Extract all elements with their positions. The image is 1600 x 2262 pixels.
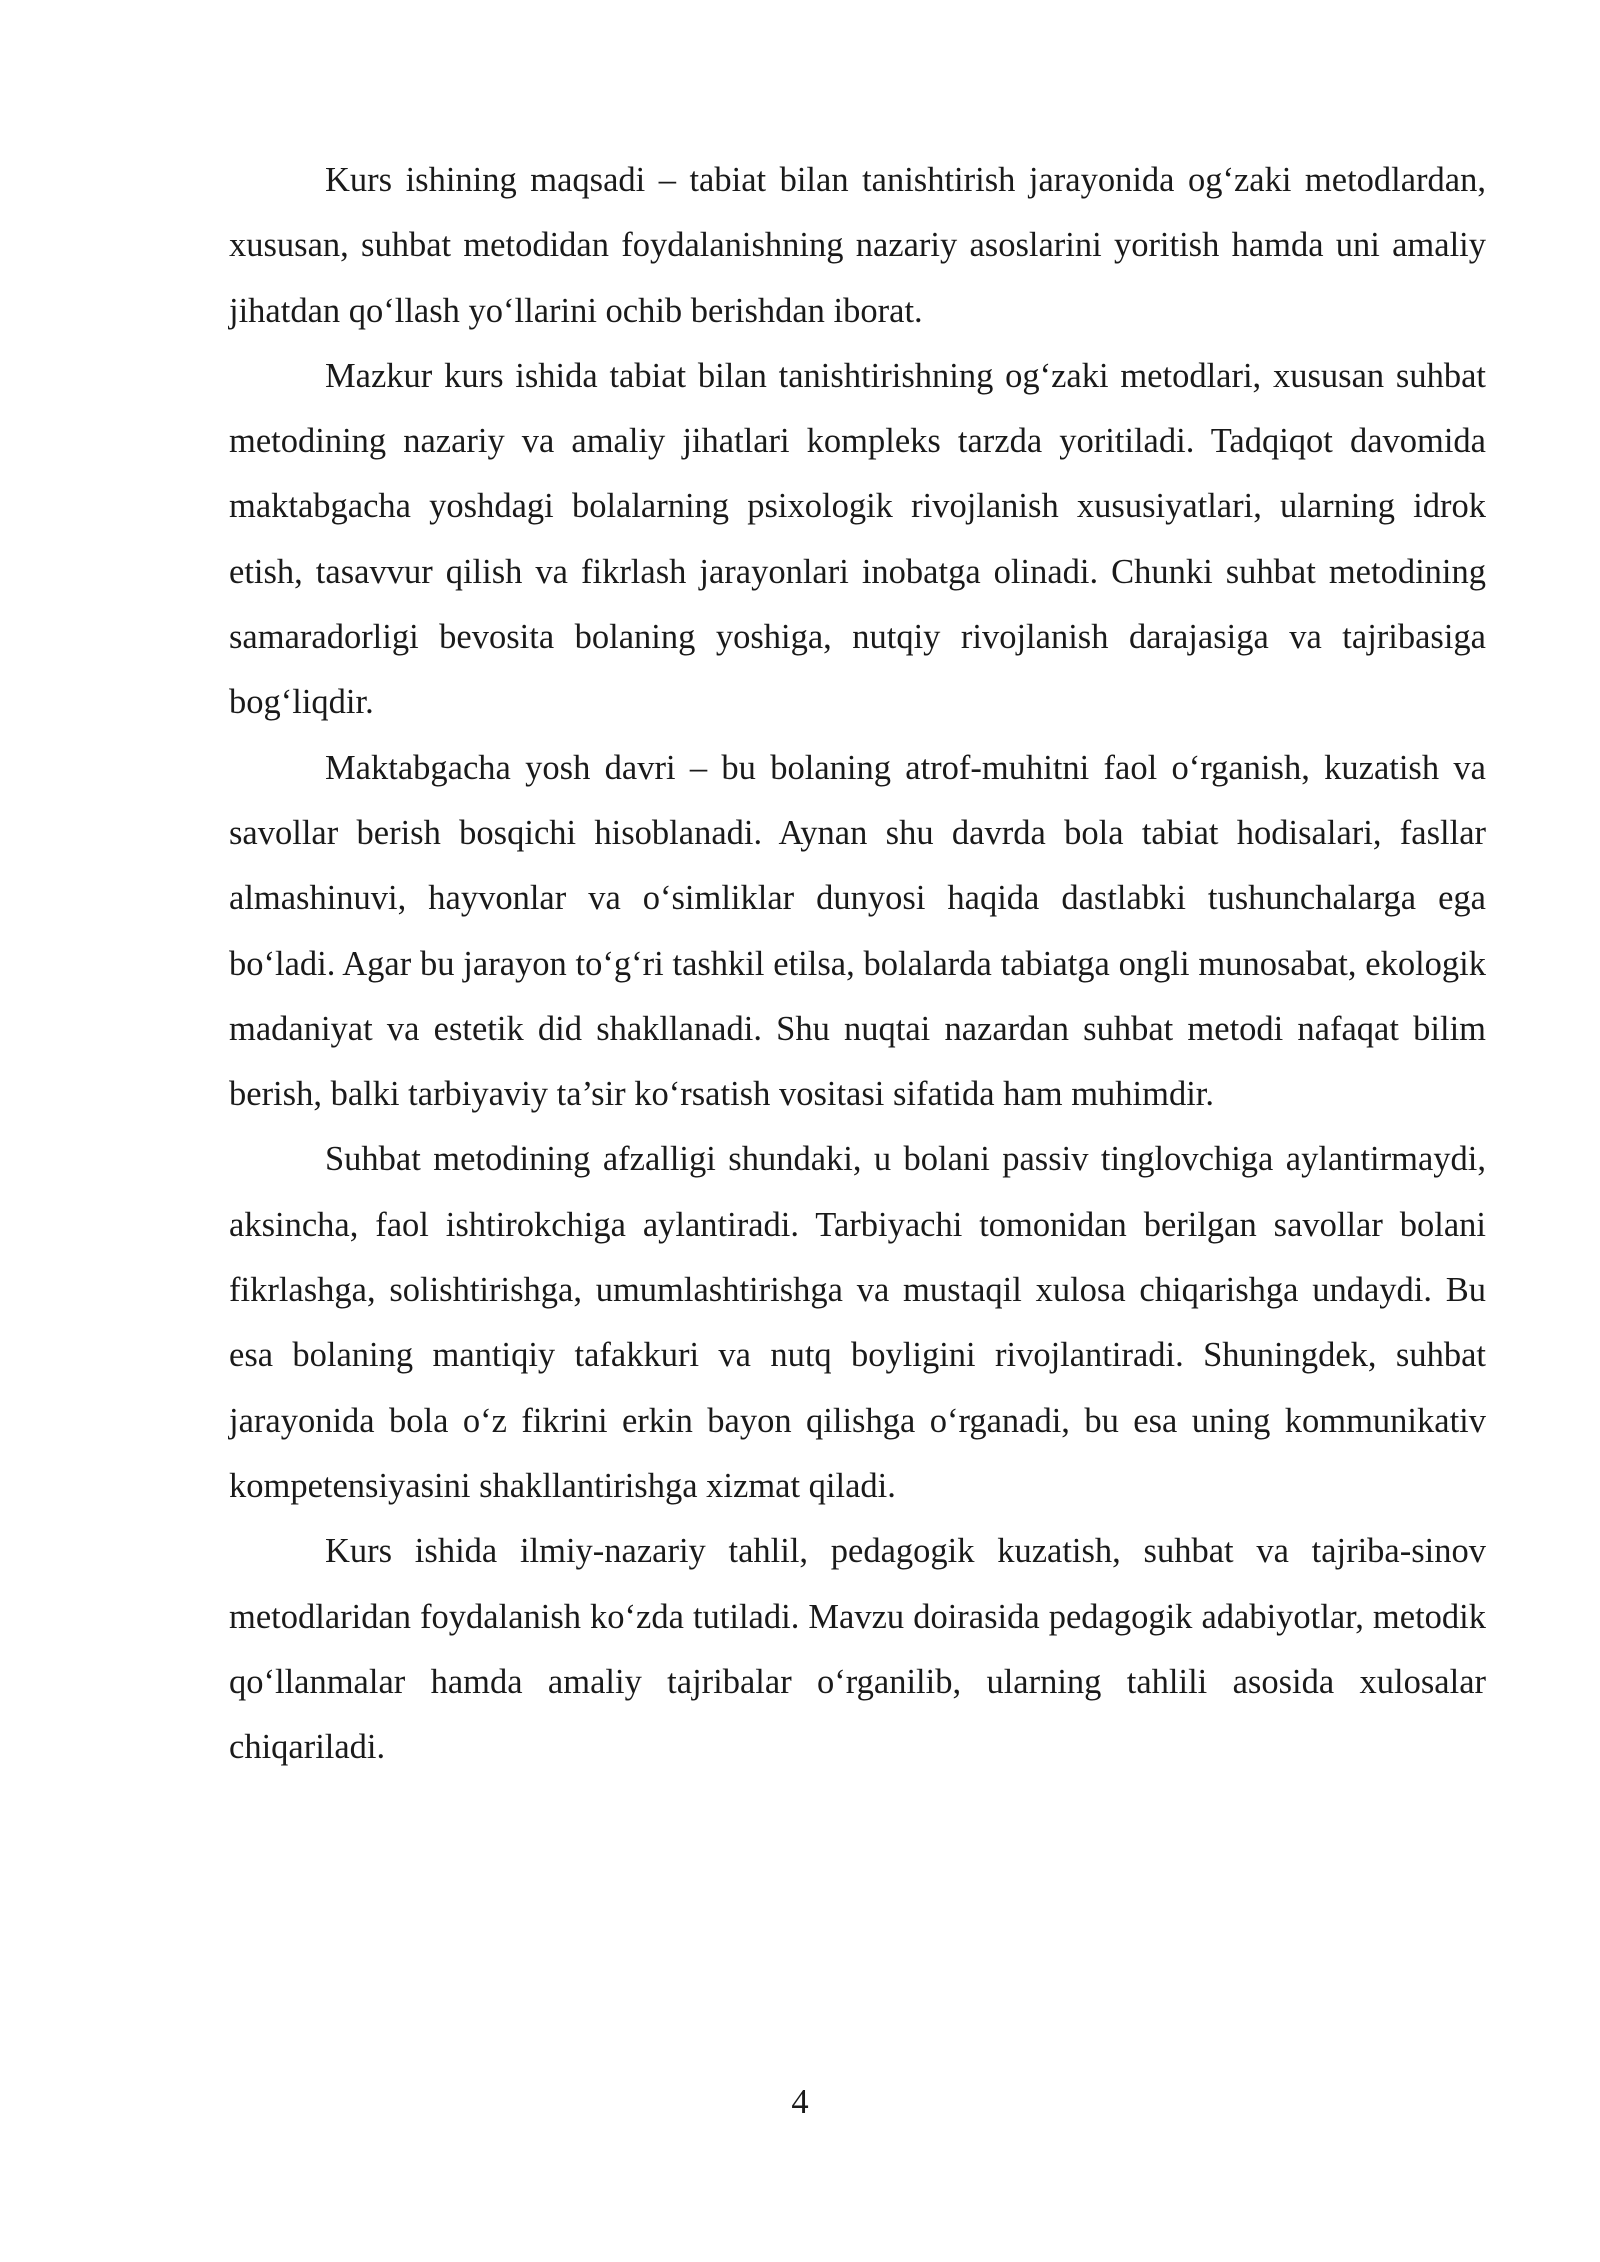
paragraph-3: Maktabgacha yosh davri – bu bolaning atrof-muhitni faol o‘rganish, kuzatish va savollar berish bosqichi hisoblanadi. Aynan shu davrda bola tabiat hodisalari, fasllar almashinuvi, hayvonlar va o‘simliklar dunyosi haqida dastlabki tushunchalarga ega bo‘ladi. Agar bu jarayon to‘g‘ri tashkil etilsa, bolalarda tabiatga ongli munosabat, ekologik madaniyat va estetik did shakllanadi. Shu nuqtai nazardan suhbat metodi nafaqat bilim berish, balki tarbiyaviy ta’sir ko‘rsatish vositasi sifatida ham muhimdir. xyxy=(229,748,1486,1114)
paragraph-5: Kurs ishida ilmiy-nazariy tahlil, pedagogik kuzatish, suhbat va tajriba-sinov metodlaridan foydalanish ko‘zda tutiladi. Mavzu doirasida pedagogik adabiyotlar, metodik qo‘llanmalar hamda amaliy tajribalar o‘rganilib, ularning tahlili asosida xulosalar chiqariladi. xyxy=(229,1532,1486,1767)
paragraph-4: Suhbat metodining afzalligi shundaki, u bolani passiv tinglovchiga aylantirmaydi, aksincha, faol ishtirokchiga aylantiradi. Tarbiyachi tomonidan berilgan savollar bolani fikrlashga, solishtirishga, umumlashtirishga va mustaqil xulosa chiqarishga undaydi. Bu esa bolaning mantiqiy tafakkuri va nutq boyligini rivojlantiradi. Shuningdek, suhbat jarayonida bola o‘z fikrini erkin bayon qilishga o‘rganadi, bu esa uning kommunikativ kompetensiyasini shakllantirishga xizmat qiladi. xyxy=(229,1140,1486,1505)
paragraph-2: Mazkur kurs ishida tabiat bilan tanishtirishning og‘zaki metodlari, xususan suhbat metodining nazariy va amaliy jihatlari kompleks tarzda yoritiladi. Tadqiqot davomida maktabgacha yoshdagi bolalarning psixologik rivojlanish xususiyatlari, ularning idrok etish, tasavvur qilish va fikrlash jarayonlari inobatga olinadi. Chunki suhbat metodining samaradorligi bevosita bolaning yoshiga, nutqiy rivojlanish darajasiga va tajribasiga bog‘liqdir. xyxy=(229,356,1486,722)
page-number: 4 xyxy=(791,2083,809,2121)
document-body xyxy=(229,148,1486,1780)
paragraph-1: Kurs ishining maqsadi – tabiat bilan tanishtirish jarayonida og‘zaki metodlardan, xususan, suhbat metodidan foydalanishning nazariy asoslarini yoritish hamda uni amaliy jihatdan qo‘llash yo‘llarini ochib berishdan iborat. xyxy=(229,161,1486,330)
